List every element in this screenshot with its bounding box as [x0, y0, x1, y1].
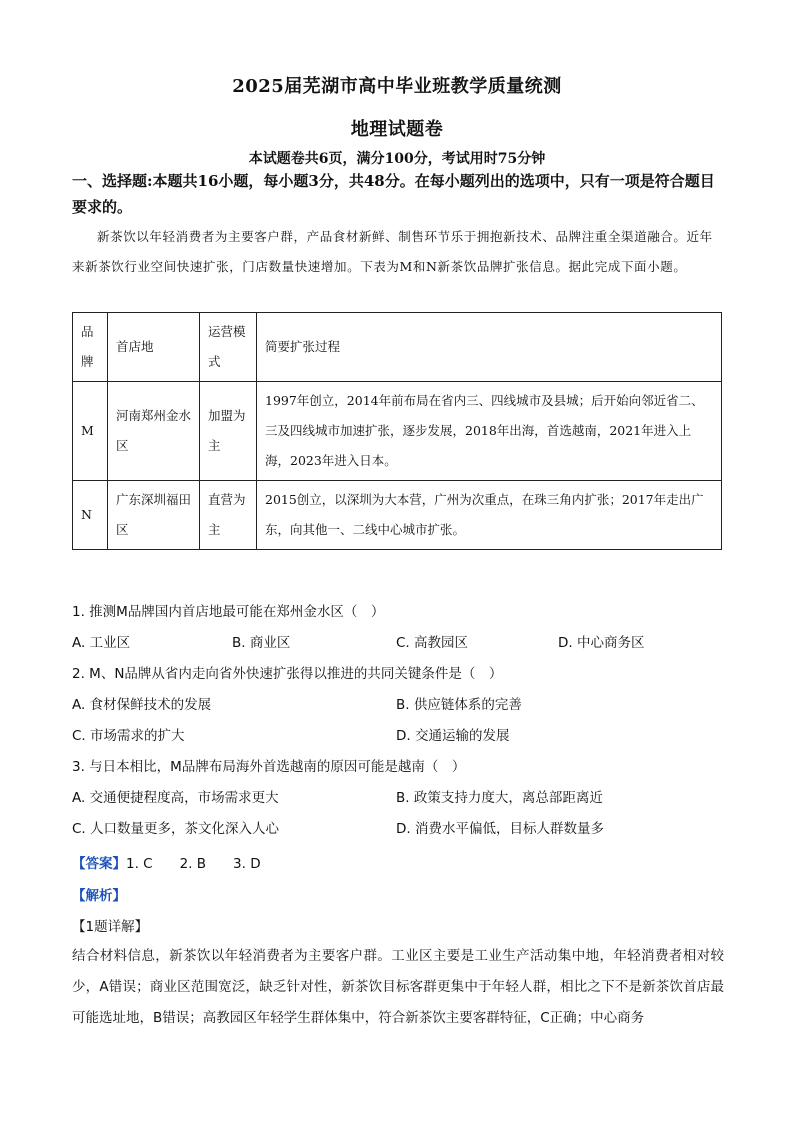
question-1-option-c: C. 高教园区 — [396, 635, 469, 651]
question-2-option-d: D. 交通运输的发展 — [396, 728, 510, 744]
table-row — [73, 382, 722, 481]
question-3-option-c: C. 人口数量更多，茶文化深入人心 — [72, 821, 280, 837]
exam-subject: 地理试题卷 — [350, 119, 444, 140]
cell-mode: 直营为主 — [200, 481, 257, 550]
detail-text: 结合材料信息，新茶饮以年轻消费者为主要客户群。工业区主要是工业生产活动集中地，年轻消费者相对较少，A错误；商业区范围宽泛，缺乏针对性，新茶饮目标客群更集中于年轻人群，相比之下不是新茶饮首店最可能选址地，B错误；高教园区年轻学生群体集中，符合新茶饮主要客群特征，C正确；中心商务 — [72, 948, 724, 1026]
question-1-stem: 1. 推测M品牌国内首店地最可能在郑州金水区（ ） — [72, 604, 385, 620]
exam-title: 2025届芜湖市高中毕业班教学质量统测 — [232, 76, 562, 97]
header-mode: 运营模式 — [200, 313, 257, 382]
question-1-option-a: A. 工业区 — [72, 635, 131, 651]
cell-brand: M — [73, 382, 108, 481]
analysis-label: 【解析】 — [72, 888, 126, 904]
answer-line — [72, 852, 261, 872]
answer-label: 【答案】 — [72, 856, 126, 872]
question-3-option-b: B. 政策支持力度大，离总部距离近 — [396, 790, 603, 806]
cell-process: 1997年创立，2014年前布局在省内三、四线城市及县城；后开始向邻近省二、三及四线城市加速扩张，逐步发展，2018年出海，首选越南，2021年进入上海，2023年进入日本。 — [257, 382, 722, 481]
header-process: 简要扩张过程 — [257, 313, 722, 382]
material-intro: 新茶饮以年轻消费者为主要客户群，产品食材新鲜、制售环节乐于拥抱新技术、品牌注重全渠道融合。近年来新茶饮行业空间快速扩张，门店数量快速增加。下表为M和N新茶饮品牌扩张信息。据此完成下面小题。 — [72, 229, 713, 274]
header-origin: 首店地 — [108, 313, 200, 382]
table-header-row — [73, 313, 722, 382]
cell-brand: N — [73, 481, 108, 550]
question-1-option-b: B. 商业区 — [232, 635, 291, 651]
question-3-option-d: D. 消费水平偏低，目标人群数量多 — [396, 821, 604, 837]
exam-meta: 本试题卷共6页，满分100分，考试用时75分钟 — [248, 151, 546, 167]
cell-process: 2015创立，以深圳为大本营，广州为次重点，在珠三角内扩张；2017年走出广东，向其他一、二线中心城市扩张。 — [257, 481, 722, 550]
question-2-stem: 2. M、N品牌从省内走向省外快速扩张得以推进的共同关键条件是（ ） — [72, 666, 503, 682]
detail-heading: 【1题详解】 — [72, 919, 149, 935]
question-1-option-d: D. 中心商务区 — [558, 635, 645, 651]
cell-origin: 河南郑州金水区 — [108, 382, 200, 481]
table-row — [73, 481, 722, 550]
brand-expansion-table — [72, 312, 722, 550]
question-3-stem: 3. 与日本相比，M品牌布局海外首选越南的原因可能是越南（ ） — [72, 759, 466, 775]
cell-origin: 广东深圳福田区 — [108, 481, 200, 550]
answer-text: 1. C 2. B 3. D — [126, 856, 261, 872]
cell-mode: 加盟为主 — [200, 382, 257, 481]
section-heading: 一、选择题:本题共16小题，每小题3分，共48分。在每小题列出的选项中，只有一项是符合题目要求的。 — [72, 172, 715, 216]
header-brand: 品牌 — [73, 313, 108, 382]
question-3-option-a: A. 交通便捷程度高，市场需求更大 — [72, 790, 279, 806]
question-2-option-b: B. 供应链体系的完善 — [396, 697, 522, 713]
question-2-option-a: A. 食材保鲜技术的发展 — [72, 697, 212, 713]
question-2-option-c: C. 市场需求的扩大 — [72, 728, 185, 744]
